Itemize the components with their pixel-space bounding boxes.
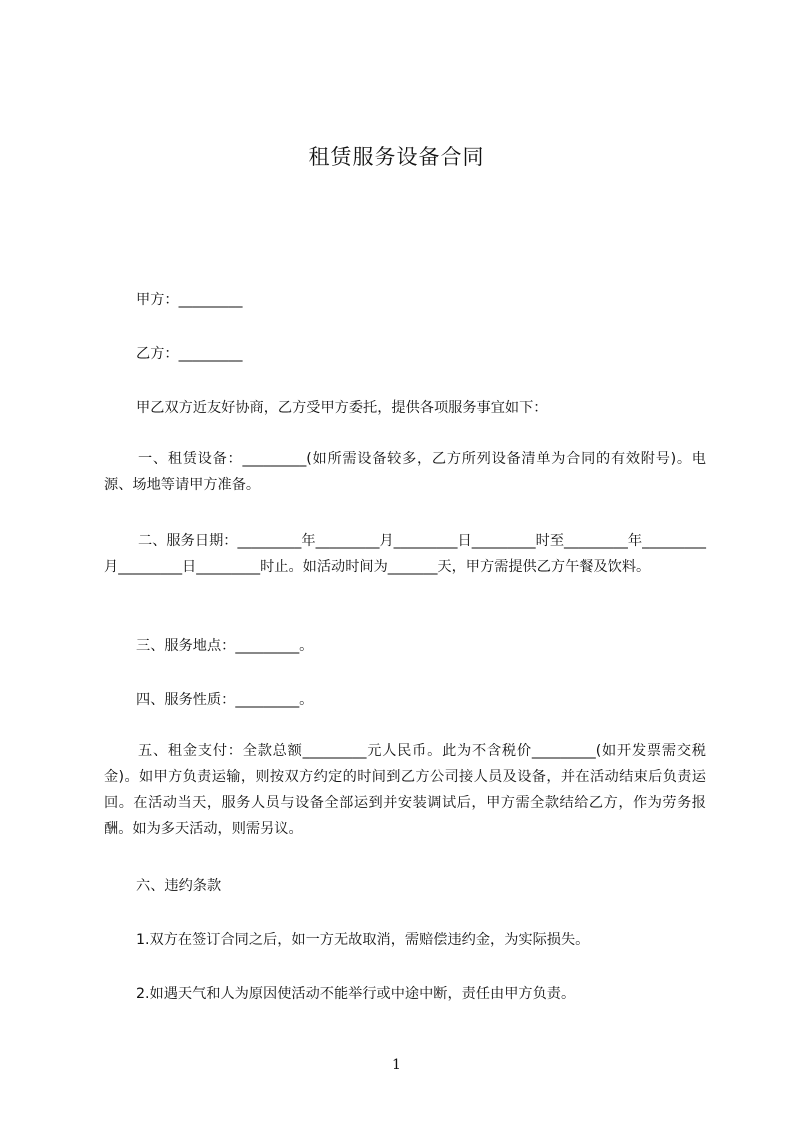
party-a-line: 甲方：_________	[136, 292, 243, 308]
clause-1-paragraph: 一、租赁设备：_________(如所需设备较多，乙方所列设备清单为合同的有效附号)。电源、场地等请甲方准备。	[104, 451, 706, 493]
clause-4-line: 四、服务性质：_________。	[136, 692, 314, 708]
intro-paragraph: 甲乙双方近友好协商，乙方受甲方委托，提供各项服务事宜如下：	[136, 400, 548, 416]
clause-6-heading: 六、违约条款	[136, 878, 222, 894]
clause-5-paragraph: 五、租金支付：全款总额_________元人民币。此为不含税价_________(如开发票需交税金)。如甲方负责运输，则按双方约定的时间到乙方公司接人员及设备，并在活动结束后负责运回。在活动当天，服务人员与设备全部运到并安装调试后，甲方需全款结给乙方，作为劳务报酬。如为多天活动，则需另议。	[104, 743, 706, 837]
clause-3-line: 三、服务地点：_________。	[136, 638, 314, 654]
party-b-line: 乙方：_________	[136, 346, 243, 362]
clause-2-paragraph: 二、服务日期：_________年_________月_________日_________时至_________年_________月_________日_________时止。如活动时间为_______天，甲方需提供乙方午餐及饮料。	[104, 533, 706, 575]
page-number: 1	[392, 1057, 401, 1073]
document-title: 租赁服务设备合同	[308, 145, 485, 169]
clause-6-item-1: 1.双方在签订合同之后，如一方无故取消，需赔偿违约金，为实际损失。	[136, 932, 590, 948]
clause-6-item-2: 2.如遇天气和人为原因使活动不能举行或中途中断，责任由甲方负责。	[136, 986, 576, 1002]
